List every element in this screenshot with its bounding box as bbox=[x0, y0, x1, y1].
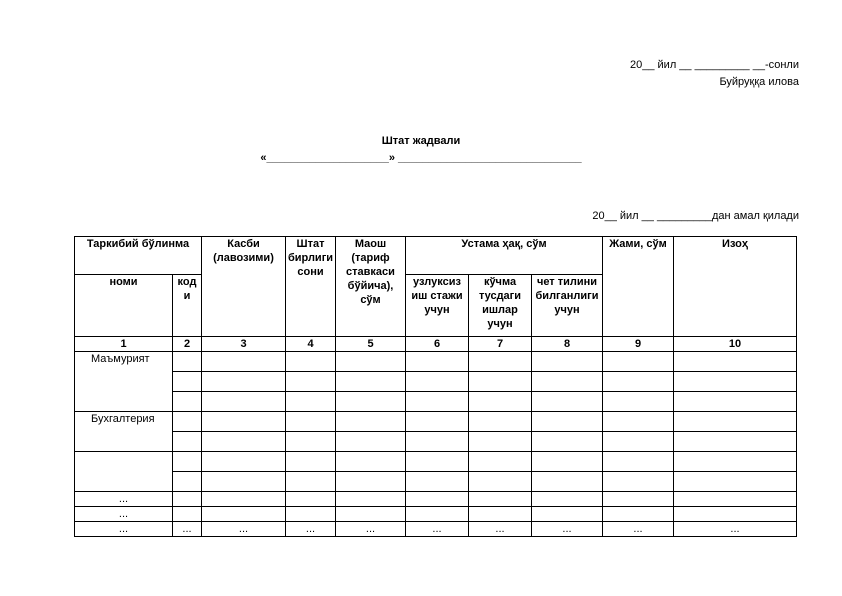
order-appendix-label: Буйруққа илова bbox=[719, 76, 799, 88]
ellipsis-cell: ... bbox=[75, 522, 173, 537]
header-division-code: код и bbox=[173, 275, 202, 337]
ellipsis-cell: ... bbox=[202, 522, 286, 537]
table-cell bbox=[674, 507, 797, 522]
column-number: 6 bbox=[406, 337, 469, 352]
header-bonus: Устама ҳақ, сўм bbox=[406, 237, 603, 275]
table-cell bbox=[286, 472, 336, 492]
table-cell bbox=[202, 372, 286, 392]
table-cell bbox=[469, 352, 532, 372]
ellipsis-cell: ... bbox=[75, 492, 173, 507]
table-cell bbox=[603, 492, 674, 507]
table-cell bbox=[286, 452, 336, 472]
order-number-line: 20__ йил __ _________ __-сонли bbox=[630, 59, 799, 71]
table-cell bbox=[469, 392, 532, 412]
table-row bbox=[75, 412, 797, 432]
ellipsis-cell: ... bbox=[532, 522, 603, 537]
table-cell bbox=[173, 432, 202, 452]
table-cell bbox=[286, 432, 336, 452]
table-cell bbox=[286, 352, 336, 372]
table-cell bbox=[173, 412, 202, 432]
table-cell bbox=[532, 472, 603, 492]
table-cell bbox=[336, 392, 406, 412]
ellipsis-cell: ... bbox=[286, 522, 336, 537]
table-cell bbox=[336, 432, 406, 452]
table-cell bbox=[286, 412, 336, 432]
table-cell bbox=[603, 392, 674, 412]
column-number: 4 bbox=[286, 337, 336, 352]
table-cell bbox=[469, 472, 532, 492]
table-cell bbox=[336, 412, 406, 432]
ellipsis-cell: ... bbox=[674, 522, 797, 537]
table-cell bbox=[603, 372, 674, 392]
table-cell bbox=[286, 372, 336, 392]
ellipsis-cell: ... bbox=[603, 522, 674, 537]
header-bonus-mobile: кўчма тусдаги ишлар учун bbox=[469, 275, 532, 337]
table-cell bbox=[674, 472, 797, 492]
header-note: Изоҳ bbox=[674, 237, 797, 337]
column-number-row bbox=[75, 337, 797, 352]
table-cell bbox=[406, 392, 469, 412]
table-cell bbox=[336, 372, 406, 392]
table-cell bbox=[532, 372, 603, 392]
table-row bbox=[75, 472, 797, 492]
ellipsis-cell: ... bbox=[469, 522, 532, 537]
table-cell bbox=[406, 472, 469, 492]
table-cell bbox=[532, 412, 603, 432]
column-number: 10 bbox=[674, 337, 797, 352]
table-row bbox=[75, 372, 797, 392]
table-row bbox=[75, 522, 797, 537]
table-cell bbox=[202, 452, 286, 472]
table-cell bbox=[469, 492, 532, 507]
table-cell bbox=[202, 412, 286, 432]
ellipsis-cell: ... bbox=[75, 507, 173, 522]
column-number: 8 bbox=[532, 337, 603, 352]
table-cell bbox=[469, 372, 532, 392]
table-cell bbox=[286, 492, 336, 507]
table-cell bbox=[286, 507, 336, 522]
table-cell bbox=[406, 492, 469, 507]
table-cell bbox=[674, 412, 797, 432]
table-cell bbox=[202, 352, 286, 372]
column-number: 5 bbox=[336, 337, 406, 352]
table-cell bbox=[173, 372, 202, 392]
table-cell bbox=[532, 492, 603, 507]
table-cell bbox=[202, 507, 286, 522]
table-cell bbox=[674, 352, 797, 372]
document-title: Штат жадвали bbox=[381, 135, 461, 147]
header-salary: Маош (тариф ставкаси бўйича), сўм bbox=[336, 237, 406, 337]
table-row bbox=[75, 352, 797, 372]
header-division: Таркибий бўлинма bbox=[75, 237, 202, 275]
table-cell bbox=[336, 472, 406, 492]
table-cell bbox=[532, 352, 603, 372]
header-profession: Касби (лавозими) bbox=[202, 237, 286, 337]
table-cell bbox=[173, 507, 202, 522]
table-cell bbox=[336, 507, 406, 522]
group-empty bbox=[75, 452, 173, 492]
table-cell bbox=[469, 452, 532, 472]
table-cell bbox=[336, 492, 406, 507]
table-cell bbox=[173, 392, 202, 412]
table-cell bbox=[603, 507, 674, 522]
header-division-name: номи bbox=[75, 275, 173, 337]
column-number: 7 bbox=[469, 337, 532, 352]
table-cell bbox=[532, 452, 603, 472]
table-cell bbox=[336, 452, 406, 472]
header-staff-units: Штат бирлиги сони bbox=[286, 237, 336, 337]
table-cell bbox=[603, 472, 674, 492]
table-cell bbox=[202, 472, 286, 492]
table-cell bbox=[469, 412, 532, 432]
table-cell bbox=[674, 372, 797, 392]
table-cell bbox=[173, 352, 202, 372]
table-cell bbox=[406, 452, 469, 472]
table-cell bbox=[469, 432, 532, 452]
table-cell bbox=[202, 492, 286, 507]
table-cell bbox=[674, 392, 797, 412]
staff-table bbox=[74, 236, 797, 537]
table-cell bbox=[173, 472, 202, 492]
group-accounting: Бухгалтерия bbox=[75, 412, 173, 452]
table-cell bbox=[603, 412, 674, 432]
ellipsis-cell: ... bbox=[336, 522, 406, 537]
table-cell bbox=[406, 412, 469, 432]
table-row bbox=[75, 432, 797, 452]
table-cell bbox=[674, 432, 797, 452]
table-row bbox=[75, 507, 797, 522]
table-cell bbox=[202, 432, 286, 452]
column-number: 3 bbox=[202, 337, 286, 352]
table-cell bbox=[469, 507, 532, 522]
header-total: Жами, сўм bbox=[603, 237, 674, 337]
ellipsis-cell: ... bbox=[173, 522, 202, 537]
table-cell bbox=[406, 507, 469, 522]
table-cell bbox=[532, 432, 603, 452]
ellipsis-cell: ... bbox=[406, 522, 469, 537]
table-cell bbox=[406, 352, 469, 372]
table-cell bbox=[173, 452, 202, 472]
group-administration: Маъмурият bbox=[75, 352, 173, 412]
table-cell bbox=[406, 432, 469, 452]
table-cell bbox=[603, 452, 674, 472]
table-row bbox=[75, 492, 797, 507]
table-cell bbox=[532, 392, 603, 412]
table-cell bbox=[173, 492, 202, 507]
header-bonus-language: чет тилини билганлиги учун bbox=[532, 275, 603, 337]
column-number: 1 bbox=[75, 337, 173, 352]
table-row bbox=[75, 392, 797, 412]
header-bonus-continuous: узлуксиз иш стажи учун bbox=[406, 275, 469, 337]
table-cell bbox=[336, 352, 406, 372]
table-cell bbox=[603, 352, 674, 372]
table-cell bbox=[406, 372, 469, 392]
table-cell bbox=[674, 452, 797, 472]
table-cell bbox=[674, 492, 797, 507]
effective-date-line: 20__ йил __ _________дан амал қилади bbox=[592, 210, 799, 222]
organization-line: «____________________» ______________________________ bbox=[260, 152, 582, 164]
table-cell bbox=[202, 392, 286, 412]
table-cell bbox=[286, 392, 336, 412]
table-cell bbox=[603, 432, 674, 452]
column-number: 9 bbox=[603, 337, 674, 352]
table-row bbox=[75, 452, 797, 472]
order-reference bbox=[630, 57, 799, 91]
column-number: 2 bbox=[173, 337, 202, 352]
table-cell bbox=[532, 507, 603, 522]
